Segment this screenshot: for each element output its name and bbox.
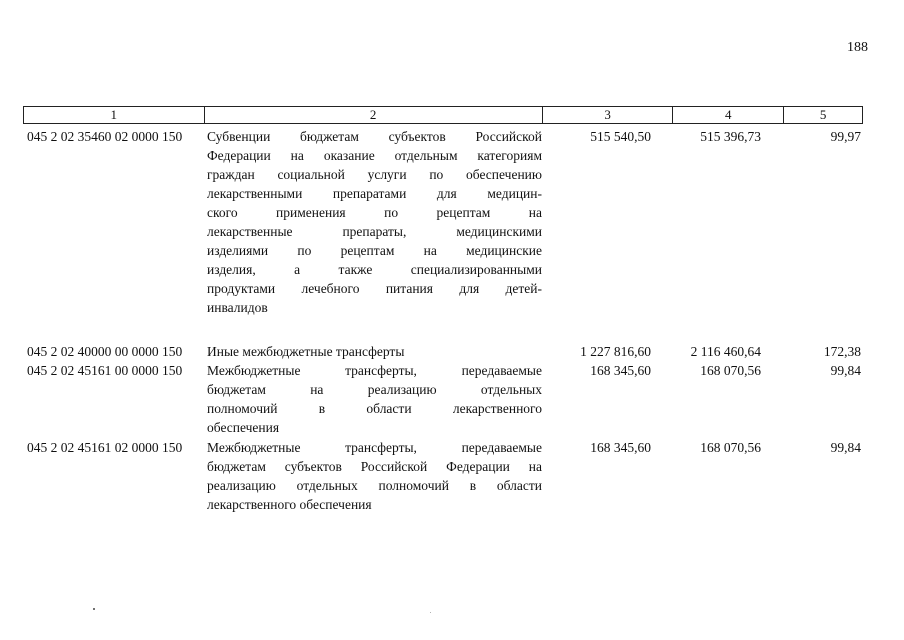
table-header	[23, 106, 863, 124]
row-name-line: ского применения по рецептам на	[207, 205, 542, 220]
row-code: 045 2 02 35460 02 0000 150	[27, 129, 183, 144]
row-name-line: Субвенции бюджетам субъектов Российской	[207, 129, 542, 144]
table-row	[23, 342, 863, 361]
row-name-line: Иные межбюджетные трансферты	[207, 344, 405, 359]
row-value-col3: 168 345,60	[590, 363, 651, 378]
row-value-col3: 1 227 816,60	[580, 344, 651, 359]
row-name-line: лекарственными препаратами для медицин-	[207, 186, 542, 201]
row-name-line: граждан социальной услуги по обеспечению	[207, 167, 542, 182]
row-name-line: Федерации на оказание отдельным категориям	[207, 148, 542, 163]
row-name-line: инвалидов	[207, 300, 268, 315]
row-name-line: обеспечения	[207, 420, 280, 435]
row-name-line: реализацию отдельных полномочий в области	[207, 478, 542, 493]
row-name-line: лекарственного обеспечения	[207, 497, 372, 512]
row-code: 045 2 02 45161 02 0000 150	[27, 440, 183, 455]
row-code: 045 2 02 45161 00 0000 150	[27, 363, 183, 378]
row-name-line: Межбюджетные трансферты, передаваемые	[207, 440, 542, 455]
row-value-col5: 172,38	[823, 344, 861, 359]
row-value-col5: 99,97	[830, 129, 861, 144]
table-row	[23, 438, 863, 514]
row-value-col4: 2 116 460,64	[690, 344, 761, 359]
scan-speck	[430, 612, 431, 613]
row-value-col3: 515 540,50	[590, 129, 651, 144]
row-value-col3: 168 345,60	[590, 440, 651, 455]
row-value-col5: 99,84	[830, 440, 861, 455]
row-name-line: продуктами лечебного питания для детей-	[207, 281, 542, 296]
row-name	[207, 438, 542, 514]
row-value-col4: 515 396,73	[700, 129, 761, 144]
header-col-5: 5	[819, 107, 827, 122]
row-name-line: бюджетам субъектов Российской Федерации на	[207, 459, 542, 474]
row-value-col4: 168 070,56	[700, 440, 761, 455]
header-col-2: 2	[205, 107, 543, 123]
header-col-1: 1	[24, 107, 205, 123]
row-name	[207, 361, 542, 437]
row-name-line: Межбюджетные трансферты, передаваемые	[207, 363, 542, 378]
row-name-line: бюджетам на реализацию отдельных	[207, 382, 542, 397]
row-name-line: изделиями по рецептам на медицинские	[207, 243, 542, 258]
header-col-4: 4	[673, 107, 784, 123]
row-name-line: полномочий в области лекарственного	[207, 401, 542, 416]
row-name	[207, 342, 542, 361]
header-col-3: 3	[543, 107, 674, 123]
table-row	[23, 127, 863, 317]
row-value-col5: 99,84	[830, 363, 861, 378]
row-code: 045 2 02 40000 00 0000 150	[27, 344, 183, 359]
row-name	[207, 127, 542, 317]
page-number: 188	[847, 40, 868, 55]
row-name-line: лекарственные препараты, медицинскими	[207, 224, 542, 239]
scan-speck	[93, 608, 95, 610]
table-row	[23, 361, 863, 437]
row-value-col4: 168 070,56	[700, 363, 761, 378]
row-name-line: изделия, а также специализированными	[207, 262, 542, 277]
